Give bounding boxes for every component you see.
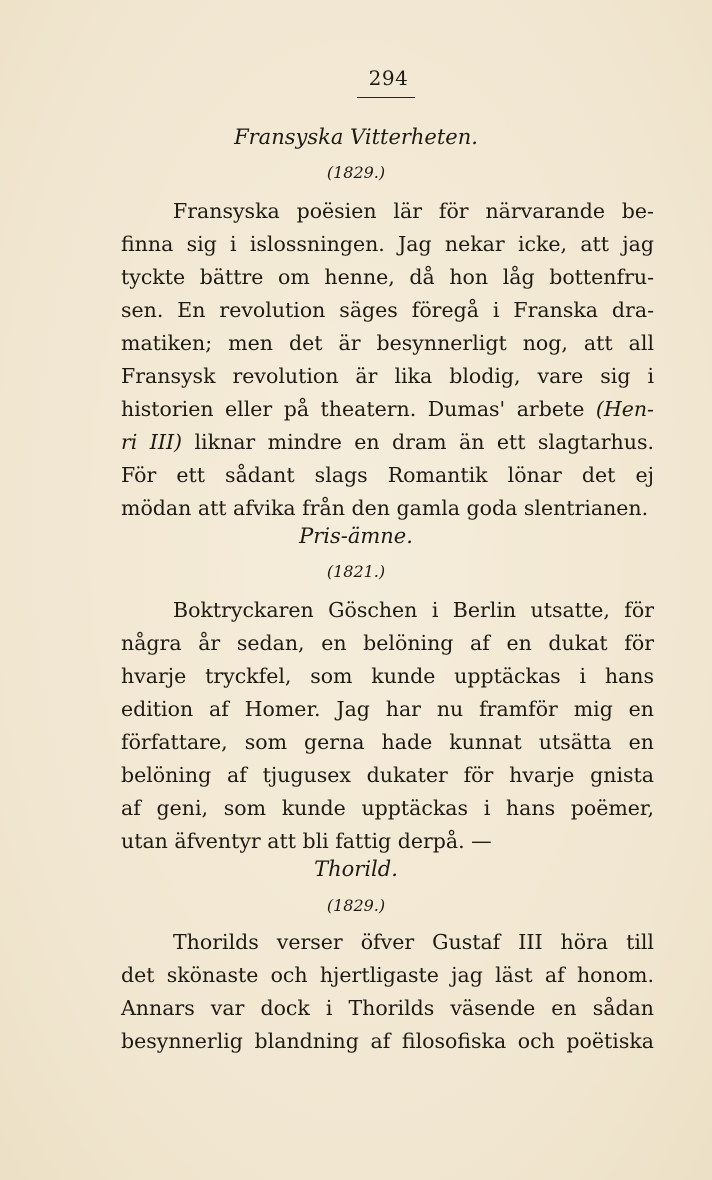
text-line: af geni, som kunde upptäckas i hans poëmer, (121, 796, 654, 820)
italic-title: ri III) (121, 430, 183, 454)
paragraph-thorild (121, 926, 654, 1058)
text-line: belöning af tjugusex dukater för hvarje gnista (121, 763, 654, 787)
section-year: (1829.) (326, 896, 386, 915)
text-line: författare, som gerna hade kunnat utsätta en (121, 730, 654, 754)
page-number: 294 (368, 66, 409, 90)
section-title-fransyska-vitterheten: Fransyska Vitterheten. (234, 125, 478, 149)
text-line: matiken; men det är besynnerligt nog, att all (121, 331, 654, 355)
text-line: Thorilds verser öfver Gustaf III höra till (173, 930, 654, 954)
text-line: Annars var dock i Thorilds väsende en sådan (121, 996, 654, 1020)
text-line: mödan att afvika från den gamla goda slentrianen. (121, 496, 649, 520)
paragraph-fransyska-vitterheten (121, 195, 654, 525)
text-line: det skönaste och hjertligaste jag läst af honom. (121, 963, 654, 987)
paragraph-pris-amne (121, 594, 654, 858)
text-line (121, 393, 654, 426)
text-line: några år sedan, en belöning af en dukat för (121, 631, 654, 655)
text-line: tyckte bättre om henne, då hon låg bottenfru- (121, 265, 654, 289)
text-line: finna sig i islossningen. Jag nekar icke, att jag (121, 232, 654, 256)
text-line: utan äfventyr att bli fattig derpå. — (121, 829, 492, 853)
text-segment: liknar mindre en dram än ett slagtarhus. (194, 430, 654, 454)
section-year: (1829.) (326, 163, 386, 182)
text-line: sen. En revolution säges föregå i Franska dra- (121, 298, 654, 322)
section-title-pris-amne: Pris-ämne. (299, 524, 413, 548)
text-line: Boktryckaren Göschen i Berlin utsatte, för (173, 598, 654, 622)
italic-title: (Hen- (595, 397, 654, 421)
text-line: Fransyska poësien lär för närvarande be- (173, 199, 654, 223)
text-line: För ett sådant slags Romantik lönar det ej (121, 463, 654, 487)
text-line (121, 426, 654, 459)
text-line: besynnerlig blandning af filosofiska och poëtiska (121, 1029, 654, 1053)
section-title-thorild: Thorild. (314, 857, 398, 881)
text-line: edition af Homer. Jag har nu framför mig en (121, 697, 654, 721)
section-year: (1821.) (326, 562, 386, 581)
text-line: Fransysk revolution är lika blodig, vare sig i (121, 364, 654, 388)
text-line: hvarje tryckfel, som kunde upptäckas i hans (121, 664, 654, 688)
page-number-rule (357, 97, 415, 98)
text-segment: historien eller på theatern. Dumas' arbete (121, 397, 585, 421)
